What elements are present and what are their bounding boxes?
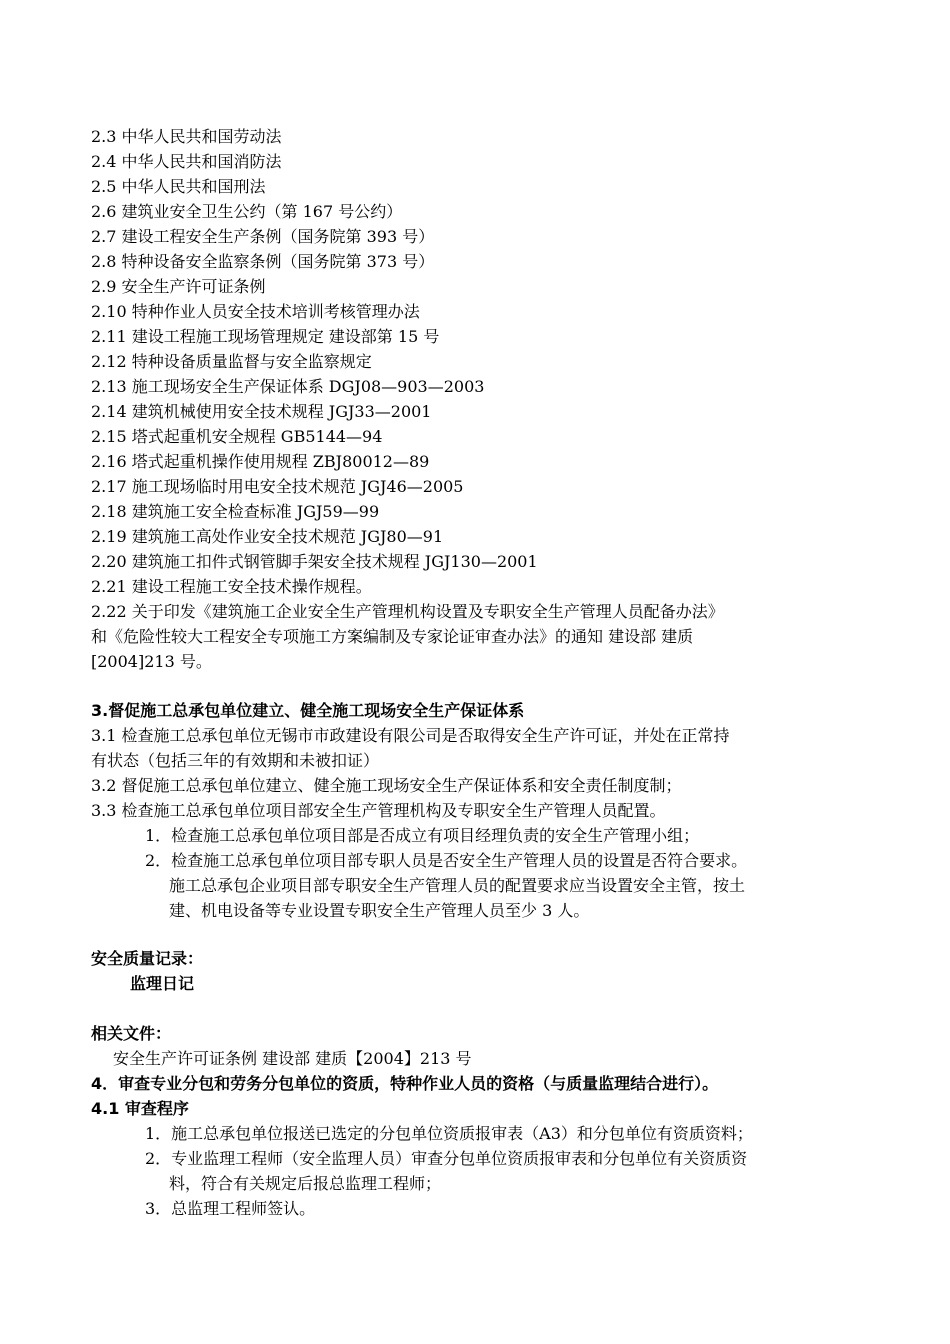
law-item: 2.16 塔式起重机操作使用规程 ZBJ80012—89 xyxy=(91,452,430,471)
law-item: 2.22 关于印发《建筑施工企业安全生产管理机构设置及专职安全生产管理人员配备办法》 xyxy=(91,602,724,621)
list-item-continuation: 料，符合有关规定后报总监理工程师； xyxy=(169,1174,442,1193)
list-item: 1．检查施工总承包单位项目部是否成立有项目经理负责的安全生产管理小组； xyxy=(145,826,700,845)
paragraph-line: 3.2 督促施工总承包单位建立、健全施工现场安全生产保证体系和安全责任制度制； xyxy=(91,776,682,795)
law-item: [2004]213 号。 xyxy=(91,652,212,671)
paragraph-line: 3.1 检查施工总承包单位无锡市市政建设有限公司是否取得安全生产许可证，并处在正常持 xyxy=(91,726,730,745)
section-heading: 3.督促施工总承包单位建立、健全施工现场安全生产保证体系 xyxy=(91,701,525,720)
list-item: 3．总监理工程师签认。 xyxy=(145,1199,316,1218)
law-item: 和《危险性较大工程安全专项施工方案编制及专家论证审查办法》的通知 建设部 建质 xyxy=(91,627,694,646)
law-item: 2.3 中华人民共和国劳动法 xyxy=(91,127,282,146)
section-heading: 4．审查专业分包和劳务分包单位的资质，特种作业人员的资格（与质量监理结合进行）。 xyxy=(91,1074,719,1093)
law-item: 2.19 建筑施工高处作业安全技术规范 JGJ80—91 xyxy=(91,527,444,546)
law-item: 2.11 建设工程施工现场管理规定 建设部第 15 号 xyxy=(91,327,440,346)
law-item: 2.10 特种作业人员安全技术培训考核管理办法 xyxy=(91,302,420,321)
law-item: 2.8 特种设备安全监察条例（国务院第 373 号） xyxy=(91,252,435,271)
list-item: 2．检查施工总承包单位项目部专职人员是否安全生产管理人员的设置是否符合要求。 xyxy=(145,851,748,870)
paragraph-line: 有状态（包括三年的有效期和未被扣证） xyxy=(91,751,380,770)
list-item-continuation: 施工总承包企业项目部专职安全生产管理人员的配置要求应当设置安全主管，按土 xyxy=(169,876,746,895)
law-item: 2.18 建筑施工安全检查标准 JGJ59—99 xyxy=(91,502,380,521)
paragraph-line: 3.3 检查施工总承包单位项目部安全生产管理机构及专职安全生产管理人员配置。 xyxy=(91,801,666,820)
law-item: 2.6 建筑业安全卫生公约（第 167 号公约） xyxy=(91,202,403,221)
law-item: 2.14 建筑机械使用安全技术规程 JGJ33—2001 xyxy=(91,402,432,421)
list-item: 2．专业监理工程师（安全监理人员）审查分包单位资质报审表和分包单位有关资质资 xyxy=(145,1149,748,1168)
law-item: 2.17 施工现场临时用电安全技术规范 JGJ46—2005 xyxy=(91,477,464,496)
law-item: 2.20 建筑施工扣件式钢管脚手架安全技术规程 JGJ130—2001 xyxy=(91,552,538,571)
related-heading: 相关文件： xyxy=(91,1024,172,1043)
law-item: 2.13 施工现场安全生产保证体系 DGJ08—903—2003 xyxy=(91,377,485,396)
law-item: 2.12 特种设备质量监督与安全监察规定 xyxy=(91,352,372,371)
law-item: 2.9 安全生产许可证条例 xyxy=(91,277,266,296)
list-item: 1．施工总承包单位报送已选定的分包单位资质报审表（A3）和分包单位有资质资料； xyxy=(145,1124,753,1143)
list-item-continuation: 建、机电设备等专业设置专职安全生产管理人员至少 3 人。 xyxy=(169,901,590,920)
law-item: 2.15 塔式起重机安全规程 GB5144—94 xyxy=(91,427,383,446)
law-item: 2.4 中华人民共和国消防法 xyxy=(91,152,282,171)
law-item: 2.7 建设工程安全生产条例（国务院第 393 号） xyxy=(91,227,435,246)
law-item: 2.5 中华人民共和国刑法 xyxy=(91,177,266,196)
records-heading: 安全质量记录： xyxy=(91,949,204,968)
law-item: 2.21 建设工程施工安全技术操作规程。 xyxy=(91,577,372,596)
records-item: 监理日记 xyxy=(130,974,195,993)
related-item: 安全生产许可证条例 建设部 建质【2004】213 号 xyxy=(113,1049,472,1068)
sub-heading: 4.1 审查程序 xyxy=(91,1099,189,1118)
